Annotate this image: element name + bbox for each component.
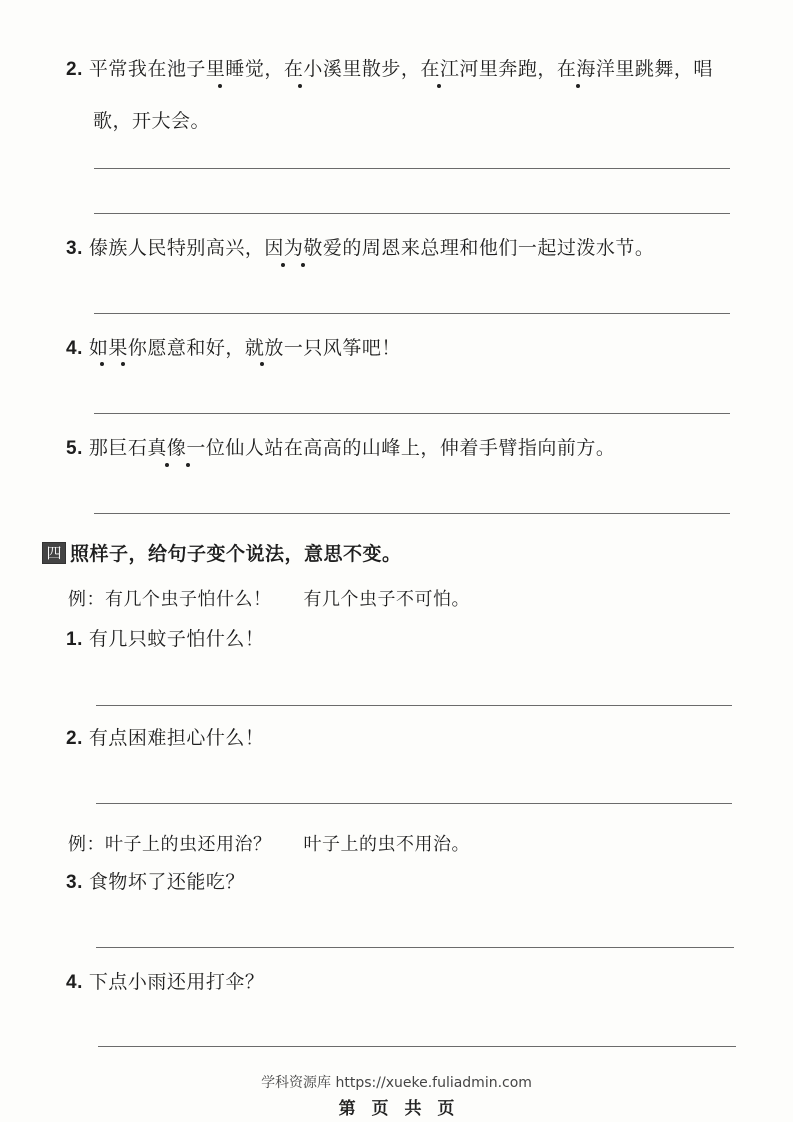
answer-line[interactable] <box>96 803 732 804</box>
emphasis-dot <box>100 362 104 366</box>
emphasis-dot <box>260 362 264 366</box>
emphasis-dot <box>281 263 285 267</box>
question-text: 平常我在池子里睡觉，在小溪里散步，在江河里奔跑，在海洋里跳舞，唱 <box>88 58 713 80</box>
question-number: 4. <box>66 972 83 993</box>
question-4-1 <box>66 630 264 649</box>
emphasis-dot <box>165 463 169 467</box>
question-number: 4. <box>66 338 83 359</box>
example-original: 例：有几个虫子怕什么！ <box>68 589 272 610</box>
example-2 <box>68 830 470 856</box>
section-title: 照样子，给句子变个说法，意思不变。 <box>70 543 402 565</box>
question-number: 2. <box>66 728 83 749</box>
emphasis-dot <box>437 84 441 88</box>
emphasis-dot <box>298 84 302 88</box>
question-text: 有几只蚊子怕什么！ <box>88 628 265 650</box>
answer-line[interactable] <box>94 313 730 314</box>
emphasis-dot <box>218 84 222 88</box>
question-3-5 <box>66 439 615 458</box>
emphasis-dot <box>576 84 580 88</box>
answer-line[interactable] <box>96 705 732 706</box>
answer-line[interactable] <box>98 1046 736 1047</box>
question-text: 如果你愿意和好，就放一只风筝吧！ <box>88 337 401 359</box>
answer-line[interactable] <box>94 213 730 214</box>
emphasis-dot <box>301 263 305 267</box>
example-original: 例：叶子上的虫还用治？ <box>68 834 272 855</box>
example-1 <box>68 585 470 611</box>
answer-line[interactable] <box>94 513 730 514</box>
answer-line[interactable] <box>94 413 730 414</box>
question-text-continued: 歌，开大会。 <box>93 110 211 132</box>
question-number: 5. <box>66 438 83 459</box>
question-3-2 <box>66 60 713 79</box>
example-rewritten: 叶子上的虫不用治。 <box>303 834 470 855</box>
emphasis-dot <box>186 463 190 467</box>
question-number: 3. <box>66 238 83 259</box>
question-number: 3. <box>66 872 83 893</box>
footer-source: 学科资源库 https://xueke.fuliadmin.com <box>261 1075 532 1091</box>
question-4-4 <box>66 973 264 992</box>
emphasis-dot <box>121 362 125 366</box>
question-4-3 <box>66 873 245 892</box>
footer-page-number: 第 页 共 页 <box>338 1099 455 1119</box>
question-3-4 <box>66 339 401 358</box>
section-number-badge: 四 <box>42 542 66 564</box>
question-number: 2. <box>66 59 83 80</box>
question-4-2 <box>66 729 264 748</box>
question-text: 食物坏了还能吃？ <box>88 871 245 893</box>
answer-line[interactable] <box>94 168 730 169</box>
question-number: 1. <box>66 629 83 650</box>
example-rewritten: 有几个虫子不可怕。 <box>303 589 470 610</box>
question-text: 那巨石真像一位仙人站在高高的山峰上，伸着手臂指向前方。 <box>88 437 616 459</box>
section-4-header <box>42 539 402 566</box>
question-text: 有点困难担心什么！ <box>88 727 265 749</box>
question-text: 下点小雨还用打伞？ <box>88 971 265 993</box>
question-text: 傣族人民特别高兴，因为敬爱的周恩来总理和他们一起过泼水节。 <box>88 237 655 259</box>
question-3-3 <box>66 239 654 258</box>
answer-line[interactable] <box>96 947 734 948</box>
